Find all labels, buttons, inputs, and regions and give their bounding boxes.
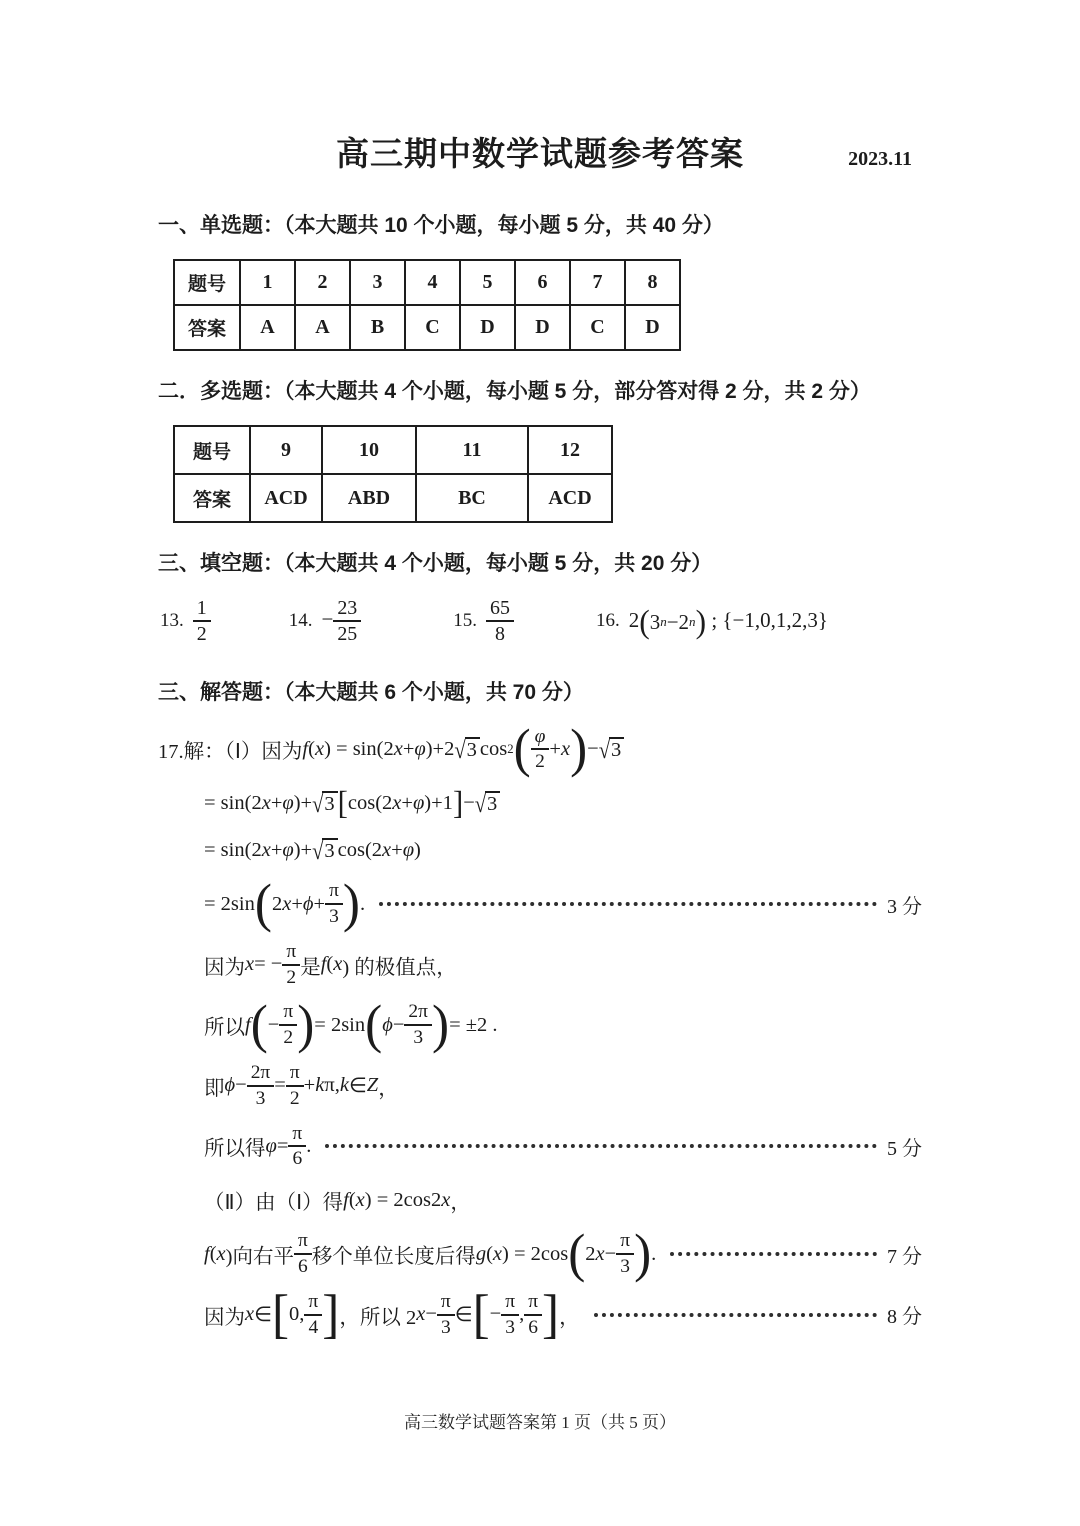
solution-line [204,786,922,820]
answer-number: 15. [453,610,477,632]
question-number: 8 [625,260,680,305]
answer-cell: ACD [528,474,612,522]
table-row [174,305,680,350]
section-single-choice-label: 一、单选题： [158,214,284,237]
fill-blank-answers [160,597,922,646]
question-number: 6 [515,260,570,305]
dotted-leader [379,902,877,906]
answer-cell: B [350,305,405,350]
table-row [174,474,612,522]
section-solutions-desc: （本大题共 6 个小题，共 70 分） [284,680,584,704]
answer-cell: ABD [322,474,416,522]
section-multi-choice-heading [158,375,922,405]
score-label: 7 分 [887,1245,922,1268]
dotted-leader [325,1144,877,1148]
section-solutions-label: 三、解答题： [158,680,284,704]
section-fill-blank-desc: （本大题共 4 个小题，每小题 5 分，共 20 分） [284,552,713,575]
solution-line [204,833,922,867]
question-number: 11 [416,426,528,474]
page-footer: 高三数学试题答案第 1 页（共 5 页） [404,1413,676,1432]
row-label: 题号 [174,260,240,305]
solution-line [204,1223,922,1284]
question-number: 3 [350,260,405,305]
question-number: 9 [250,426,322,474]
solution-formula: 即 ϕ − 2π 3 = π 2 + k π, k ∈ Z ， [204,1062,399,1109]
solution-formula: 因为 x ∈ [ 0, π 4 ] ，所以 2 x − π 3 ∈ [ − π 3 , π 6 ] ， [204,1284,580,1345]
solution-formula: 因为 x = − π 2 是 f ( x ) 的极值点， [204,940,457,988]
score-label: 5 分 [887,1137,922,1160]
answer-math: 2 ( 3 n −2 n ) ; {−1,0,1,2,3} [628,603,828,641]
question-number: 4 [405,260,460,305]
row-label: 题号 [174,426,250,474]
answer-number: 16. [595,610,620,632]
answer-math: $\frac{65}{8}$ [486,597,514,646]
question-17-solution [158,719,922,1345]
solution-line [204,1284,922,1345]
answer-cell: ACD [250,474,322,522]
answer-cell: D [515,305,570,350]
section-single-choice-desc: （本大题共 10 个小题，每小题 5 分，共 40 分） [284,214,724,237]
question-number: 7 [570,260,625,305]
row-label: 答案 [174,474,250,522]
question-number: 12 [528,426,612,474]
solution-line [158,719,922,779]
score-label: 3 分 [887,895,922,918]
table-row [174,260,680,305]
solution-formula: = 2sin ( 2 x + ϕ + π 3 ) . [204,873,366,934]
solution-formula: f ( x )向右平 π 6 移个单位长度后得 g ( x ) = 2cos ( 2 x − π 3 ) . [204,1223,657,1284]
answer-cell: C [570,305,625,350]
score-label: 8 分 [887,1306,922,1329]
section-single-choice-heading [158,209,922,239]
answer-cell: D [625,305,680,350]
fill-answer-14 [289,597,362,646]
solution-line [204,1062,922,1110]
solution-line [204,941,922,989]
solution-formula: （Ⅱ）由（Ⅰ）得 f ( x ) = 2cos2 x ， [204,1188,471,1215]
solution-formula: 所以 f ( − π 2 ) = 2sin ( ϕ − 2π 3 ) = ±2 . [204,994,498,1055]
answer-cell: D [460,305,515,350]
solution-formula: = sin (2x+φ) + √3 cos (2x+φ) [204,838,421,865]
answer-number: 14. [288,610,313,632]
answer-cell: A [295,305,350,350]
solution-line [204,1183,922,1217]
solution-line [204,1123,922,1171]
dotted-leader [670,1252,877,1256]
answer-cell: A [240,305,295,350]
section-multi-choice-desc: （本大题共 4 个小题，每小题 5 分，部分答对得 2 分，共 2 分） [284,380,871,403]
solution-formula: 17.解：（Ⅰ）因为 f ( x ) = sin (2x+φ) +2 √3 cos 2 ( φ 2 + x ) − √3 [158,726,624,774]
section-fill-blank-heading [158,547,922,577]
answer-cell: C [405,305,460,350]
solution-line [204,994,922,1055]
dotted-leader [594,1313,877,1317]
page-title: 高三期中数学试题参考答案 [336,135,744,172]
fill-answer-15 [453,597,514,646]
fill-answer-13 [160,597,211,646]
exam-date: 2023.11 [848,148,912,170]
section-solutions-heading [158,676,922,706]
section-multi-choice-label: 二．多选题： [158,380,284,403]
solution-formula: 所以得 φ = π 6 . [204,1122,312,1170]
solution-formula: = sin (2x+φ) + √3 [ cos (2x+φ) +1 ] − √3 [204,791,500,816]
multi-choice-answer-table [173,425,613,523]
single-choice-answer-table [173,259,681,351]
question-number: 2 [295,260,350,305]
answer-math: $\frac{1}{2}$ [193,597,211,646]
fill-answer-16 [595,603,828,641]
answer-number: 13. [160,610,184,632]
question-number: 1 [240,260,295,305]
answer-cell: BC [416,474,528,522]
question-number: 10 [322,426,416,474]
section-fill-blank-label: 三、填空题： [158,552,284,575]
table-row [174,426,612,474]
question-number: 5 [460,260,515,305]
solution-line [204,873,922,934]
answer-math: − $\frac{23}{25}$ [321,597,361,646]
title-row [158,128,922,175]
row-label: 答案 [174,305,240,350]
